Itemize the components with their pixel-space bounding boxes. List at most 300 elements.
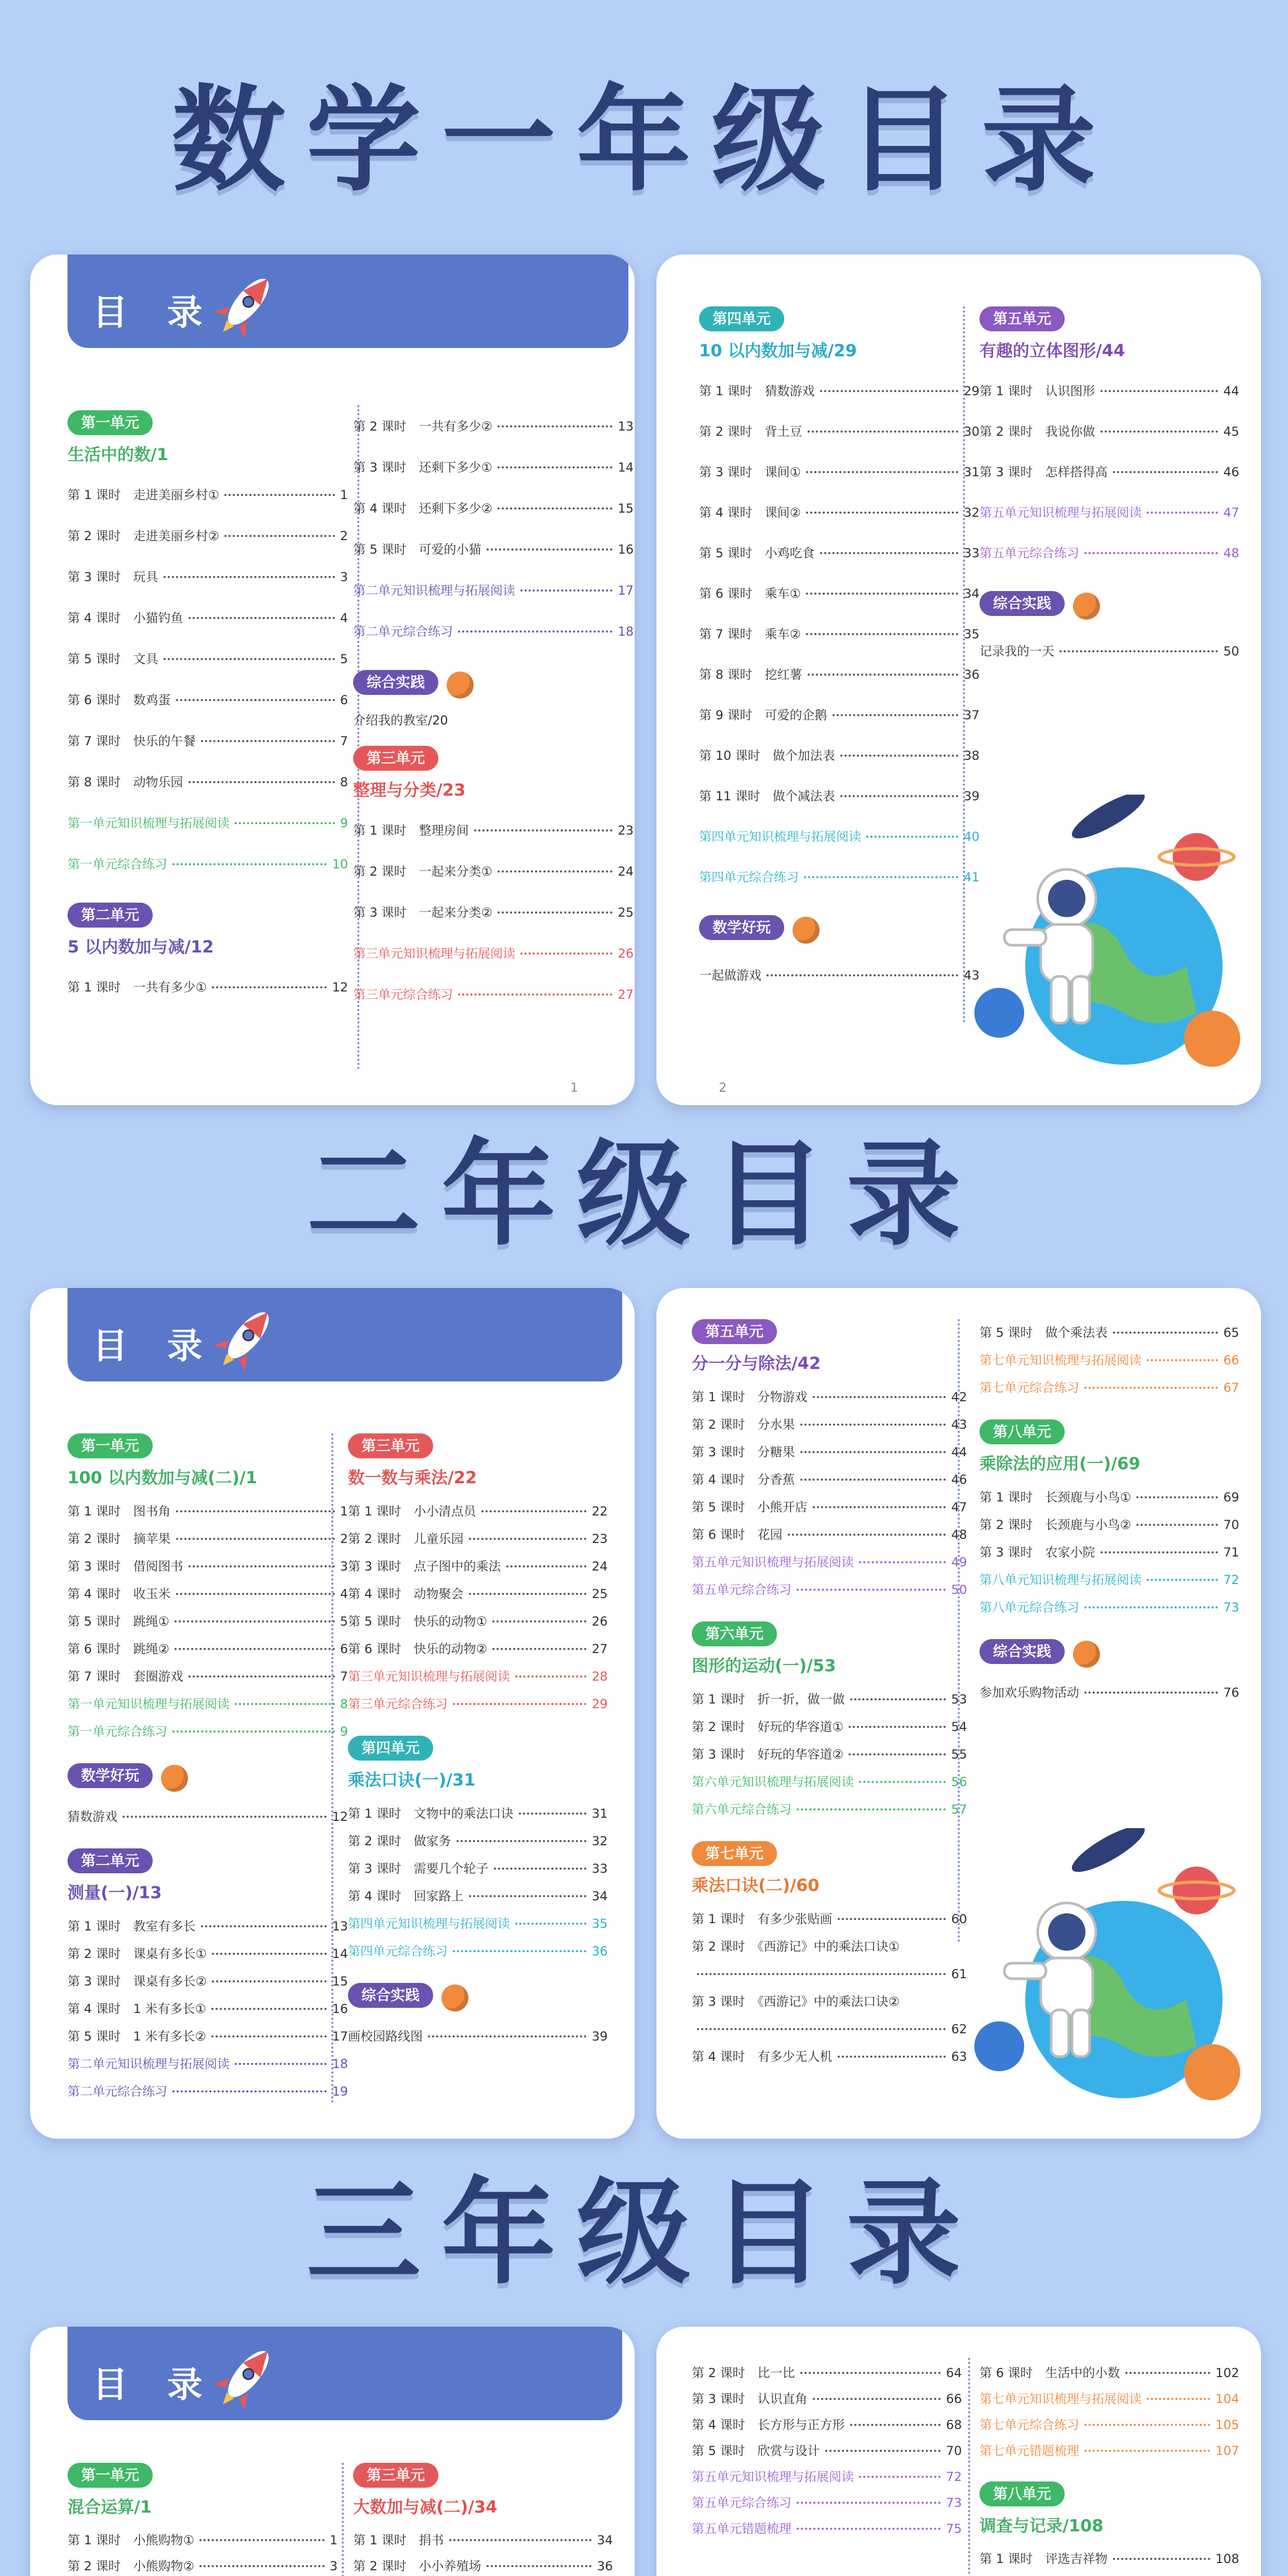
toc-entry[interactable] [692,1521,967,1549]
dot-leader [235,1703,335,1705]
entry-title: 第 1 课时 评选吉祥物 [980,2552,1108,2566]
dot-leader [474,829,613,831]
entry-title: 第 4 课时 长方形与正方形 [692,2418,845,2432]
entry-title: 记录我的一天 [980,643,1054,659]
column-divider [963,306,965,1023]
toc-entry[interactable] [692,1988,967,2016]
toc-entry[interactable] [692,2516,962,2542]
dot-leader [457,1840,587,1842]
toc-entry[interactable] [980,2438,1239,2464]
toc-entry[interactable] [692,1933,967,1961]
entry-page: 13 [618,419,634,434]
dot-leader [492,1620,586,1622]
entry-page: 12 [332,1809,348,1824]
toc-entry[interactable] [353,892,634,933]
toc-entry[interactable] [692,2464,962,2490]
entry-title: 第 4 课时 小猫钓鱼 [68,611,183,625]
toc-entry[interactable] [980,1539,1239,1566]
dot-leader [212,1980,327,1982]
dot-leader [1101,1551,1218,1553]
section-header [68,2463,338,2488]
toc-entry[interactable] [980,2386,1239,2412]
planet-icon [447,672,474,699]
dot-leader [840,795,959,797]
toc-entry[interactable] [692,1576,967,1604]
toc-banner [68,1288,622,1381]
entry-page: 73 [946,2496,962,2510]
entry-page: 56 [951,1775,967,1789]
toc-entry[interactable] [353,810,634,851]
dot-leader [519,1813,587,1815]
dot-leader [176,699,335,701]
entry-page: 8 [340,1697,348,1711]
toc-entry[interactable] [692,1906,967,1933]
grade1-left-col1 [68,410,348,1008]
entry-page: 53 [951,1692,967,1707]
toc-entry[interactable] [699,695,980,735]
dot-leader [1084,2424,1210,2426]
toc-entry[interactable] [348,1580,608,1608]
toc-section [692,1621,967,1823]
dot-leader [808,674,959,676]
toc-entry[interactable] [68,1718,348,1746]
entry-title: 第 5 课时 做个乘法表 [980,1325,1108,1340]
entry-page: 8 [340,775,348,789]
entry-title: 第 1 课时 一共有多少① [68,980,207,995]
section-header [980,591,1239,620]
toc-entry[interactable] [699,654,980,695]
toc-entry[interactable] [699,857,980,897]
dot-leader [806,471,958,473]
toc-section [980,1319,1239,1402]
entry-title: 第 1 课时 走进美丽乡村① [68,488,220,502]
toc-entry[interactable] [353,2553,613,2576]
toc-entry[interactable] [692,2043,967,2071]
entry-page: 44 [951,1445,967,1459]
toc-entry[interactable] [980,2360,1239,2386]
dot-leader [1147,1579,1218,1581]
entry-page: 70 [1223,1518,1239,1532]
toc-entry[interactable] [699,411,980,452]
toc-entry[interactable] [980,492,1239,533]
toc-entry[interactable] [353,2527,613,2553]
grade1-right-col2 [980,306,1239,672]
toc-entry[interactable] [68,1691,348,1718]
dot-leader [797,1589,946,1591]
toc-section [348,1736,608,1965]
entry-title: 第三单元知识梳理与拓展阅读 [353,946,515,961]
toc-entry[interactable] [699,492,980,533]
entry-page: 15 [332,1974,348,1989]
toc-entry[interactable] [68,598,348,639]
toc-entry[interactable] [692,1741,967,1768]
dot-leader [458,630,612,633]
toc-entry[interactable] [699,533,980,573]
toc-entry[interactable] [353,488,634,529]
toc-entry[interactable] [692,1494,967,1521]
toc-entry[interactable] [348,1910,608,1938]
toc-entry[interactable] [353,447,634,488]
column-divider [342,2463,344,2576]
toc-entry[interactable] [699,955,980,996]
toc-entry[interactable] [68,1663,348,1691]
toc-section [68,903,348,1008]
grade1-left-col2 [353,406,634,1015]
toc-entry[interactable] [68,1580,348,1608]
entry-page: 64 [946,2366,962,2380]
toc-entry[interactable] [353,974,634,1015]
astronaut-illustration [968,795,1249,1085]
grade3-right-col2 [980,2360,1239,2572]
section-header [68,1433,348,1458]
dot-leader [813,2398,941,2400]
toc-entry[interactable] [68,2050,348,2078]
toc-entry[interactable] [692,2386,962,2412]
toc-entry[interactable] [692,2360,962,2386]
dot-leader [838,1918,946,1920]
toc-entry[interactable] [348,1635,608,1663]
toc-entry[interactable] [68,844,348,885]
entry-page: 76 [1223,1685,1239,1700]
entry-title: 第五单元综合练习 [692,1582,791,1597]
toc-entry[interactable] [980,1484,1239,1511]
entry-title: 第 1 课时 猜数游戏 [699,384,815,398]
toc-entry[interactable] [692,2490,962,2516]
toc-entry[interactable] [980,371,1239,411]
entry-page: 69 [1223,1490,1239,1505]
toc-entry[interactable] [692,2438,962,2464]
dot-leader [172,863,327,865]
toc-entry[interactable] [348,1828,608,1855]
entry-title: 第 6 课时 生活中的小数 [980,2366,1120,2380]
section-header [353,670,634,699]
toc-entry[interactable] [699,776,980,816]
entry-page: 37 [963,708,980,722]
unit-badge: 综合实践 [980,591,1065,616]
dot-leader [806,633,958,635]
entry-title: 第 5 课时 可爱的小猫 [353,542,481,557]
entry-title: 第三单元知识梳理与拓展阅读 [348,1669,510,1684]
toc-entry[interactable] [692,1796,967,1823]
entry-page: 72 [1223,1573,1239,1587]
section-header [692,1621,967,1646]
entry-title: 第 2 课时 一起来分类① [353,864,493,879]
dot-leader [767,974,958,976]
entry-title: 第 6 课时 花园 [692,1527,783,1542]
entry-title: 第 1 课时 整理房间 [353,823,469,838]
toc-entry[interactable] [692,1961,967,1988]
toc-entry[interactable] [692,2412,962,2438]
column-divider [331,1433,333,2103]
entry-page: 34 [963,586,980,601]
entry-title: 第 1 课时 教室有多长 [68,1918,196,1934]
entry-page: 12 [332,980,348,995]
entry-title: 第 5 课时 小熊开店 [692,1500,808,1514]
toc-entry[interactable] [353,570,634,611]
entry-title: 第 4 课时 动物聚会 [348,1587,464,1601]
entry-title: 第 11 课时 做个减法表 [699,789,835,803]
section-header [348,1736,608,1761]
dot-leader [123,1816,327,1818]
unit-badge: 第一单元 [68,410,153,435]
entry-title: 第 6 课时 乘车① [699,586,801,601]
toc-entry[interactable] [980,1594,1239,1621]
toc-entry[interactable] [348,1608,608,1635]
astronaut-illustration [968,1828,1249,2119]
entry-page: 28 [592,1669,608,1684]
dot-leader [498,911,612,914]
entry-title: 第三单元综合练习 [353,987,453,1002]
entry-page: 26 [592,1614,608,1629]
toc-section [980,2360,1239,2464]
entry-page: 46 [1223,465,1239,479]
dot-leader [820,390,959,392]
toc-entry[interactable] [980,1566,1239,1594]
toc-entry[interactable] [68,475,348,516]
toc-entry[interactable] [699,452,980,492]
toc-entry[interactable] [692,2016,967,2043]
entry-page: 31 [592,1806,608,1821]
toc-entry[interactable] [68,803,348,844]
toc-entry[interactable] [348,1498,608,1525]
dot-leader [176,1538,335,1540]
toc-entry[interactable] [699,573,980,614]
toc-entry[interactable] [68,1525,348,1553]
practice-topic: 介绍我的教室/20 [353,713,448,728]
entry-page: 25 [592,1587,608,1601]
dot-leader [833,714,959,716]
toc-entry[interactable] [68,2527,338,2553]
dot-leader [212,1953,327,1955]
section-header [980,2481,1239,2506]
dot-leader [1147,512,1218,514]
entry-page: 46 [951,1472,967,1487]
entry-page: 7 [340,1669,348,1684]
entry-page: 39 [963,789,980,803]
toc-entry[interactable] [980,1374,1239,1402]
toc-section [353,2463,613,2576]
toc-entry[interactable] [692,1768,967,1796]
entry-title: 第 2 课时 比一比 [692,2366,795,2380]
toc-entry[interactable] [692,1549,967,1576]
entry-title: 第四单元综合练习 [348,1944,448,1958]
toc-entry[interactable] [980,2546,1239,2572]
toc-entry[interactable] [980,533,1239,573]
entry-page: 33 [963,546,980,560]
entry-page: 29 [592,1697,608,1711]
entry-page: 43 [951,1417,967,1432]
entry-page: 62 [951,2022,967,2036]
toc-entry[interactable] [68,1913,348,1940]
unit-title: 数一数与乘法/22 [348,1468,477,1487]
entry-title: 第二单元综合练习 [353,624,453,639]
entry-page: 70 [946,2444,962,2458]
toc-entry[interactable] [692,1686,967,1713]
toc-entry[interactable] [68,1995,348,2023]
entry-title: 第四单元综合练习 [699,870,799,884]
entry-page: 48 [1223,546,1239,560]
dot-leader [1084,552,1218,554]
planet-icon [161,1765,188,1792]
toc-entry[interactable] [353,851,634,892]
toc-entry[interactable] [348,1525,608,1553]
entry-page: 105 [1215,2418,1239,2432]
entry-page: 34 [597,2533,613,2547]
grade1-title: 数学一年级目录 [171,74,1117,207]
toc-entry[interactable] [68,762,348,803]
toc-entry[interactable] [699,614,980,654]
entry-page: 43 [963,968,980,983]
toc-entry[interactable] [68,1940,348,1968]
entry-title: 第 2 课时 儿童乐园 [348,1532,464,1546]
entry-page: 1 [340,1504,348,1519]
entry-title: 第二单元综合练习 [68,2084,167,2099]
toc-entry[interactable] [692,1439,967,1466]
entry-title: 第 2 课时 《西游记》中的乘法口诀① [692,1939,900,1954]
toc-entry[interactable] [348,1663,608,1691]
dot-leader [797,2502,941,2504]
toc-entry[interactable] [692,1466,967,1494]
toc-entry[interactable] [68,1553,348,1580]
entry-title: 第 3 课时 需要几个轮子 [348,1861,489,1876]
toc-entry[interactable] [68,639,348,680]
grade3-left-col2 [353,2463,613,2576]
toc-entry[interactable] [68,2553,338,2576]
unit-badge: 第二单元 [68,1848,153,1873]
dot-leader [1084,1692,1218,1694]
unit-title: 乘法口诀(二)/60 [692,1875,820,1895]
entry-page: 24 [618,864,634,879]
toc-entry[interactable] [68,680,348,721]
dot-leader [850,2424,941,2426]
unit-title: 5 以内数加与减/12 [68,937,214,957]
toc-entry[interactable] [348,1855,608,1883]
entry-page: 102 [1215,2366,1239,2380]
toc-entry[interactable] [980,411,1239,452]
entry-page: 19 [332,2084,348,2099]
dot-leader [1147,2398,1210,2400]
dot-leader [172,1730,335,1733]
entry-title: 第 4 课时 有多少无人机 [692,2049,833,2064]
dot-leader [697,1973,946,1975]
toc-entry[interactable] [692,1713,967,1741]
toc-entry[interactable] [348,2023,608,2050]
toc-entry[interactable] [348,1800,608,1828]
column-divider [968,2358,970,2576]
toc-entry[interactable] [68,2023,348,2050]
unit-title: 10 以内数加与减/29 [699,341,857,360]
planet-icon [1073,593,1100,620]
dot-leader [494,1868,587,1870]
dot-leader [1084,2450,1210,2452]
toc-entry[interactable] [68,557,348,598]
toc-entry[interactable] [68,1803,348,1831]
entry-page: 57 [951,1802,967,1817]
toc-entry[interactable] [348,1691,608,1718]
toc-entry[interactable] [692,1411,967,1439]
entry-page: 66 [1223,1353,1239,1367]
toc-entry[interactable] [980,1511,1239,1539]
dot-leader [1147,1359,1218,1361]
toc-section [699,306,980,897]
entry-title: 第 2 课时 长颈鹿与小鸟② [980,1518,1132,1532]
toc-label: 目 录 [92,2365,216,2406]
toc-entry[interactable] [699,371,980,411]
grade3-right-page [656,2327,1261,2576]
toc-entry[interactable] [699,735,980,776]
toc-entry[interactable] [980,1679,1239,1707]
toc-entry[interactable] [68,721,348,762]
section-header [68,410,348,435]
grade3-title: 三年级目录 [306,2167,982,2300]
toc-entry[interactable] [980,1319,1239,1347]
toc-entry[interactable] [68,1498,348,1525]
dot-leader [797,1808,946,1810]
toc-entry[interactable] [353,406,634,447]
toc-entry[interactable] [980,631,1239,672]
dot-leader [1113,2558,1211,2560]
toc-banner [68,2327,622,2420]
toc-entry[interactable] [348,1883,608,1910]
entry-page: 24 [592,1559,608,1574]
toc-entry[interactable] [692,1384,967,1411]
entry-page: 3 [329,2559,338,2573]
unit-badge: 第二单元 [68,903,153,928]
unit-title: 整理与分类/23 [353,780,466,800]
entry-title: 第 4 课时 收玉米 [68,1587,171,1601]
toc-entry[interactable] [353,933,634,974]
entry-page: 65 [1223,1325,1239,1340]
entry-page: 48 [951,1527,967,1542]
toc-entry[interactable] [348,1938,608,1965]
entry-page: 41 [963,870,980,884]
planet-icon [1073,1641,1100,1668]
entry-page: 30 [963,424,980,439]
toc-section [68,1848,348,2105]
toc-entry[interactable] [348,1553,608,1580]
entry-page: 3 [340,1559,348,1574]
toc-entry[interactable] [68,2078,348,2105]
grade2-left-page [30,1288,635,2139]
toc-section [68,2463,338,2576]
toc-entry[interactable] [68,1608,348,1635]
toc-entry[interactable] [980,2412,1239,2438]
toc-entry[interactable] [68,1968,348,1995]
entry-title: 第一单元知识梳理与拓展阅读 [68,1697,230,1711]
entry-title: 第 5 课时 欣赏与设计 [692,2444,820,2458]
toc-entry[interactable] [980,1347,1239,1374]
dot-leader [176,1593,335,1595]
toc-entry[interactable] [353,529,634,570]
entry-title: 第一单元知识梳理与拓展阅读 [68,816,230,830]
rocket-icon [208,1298,286,1376]
toc-entry[interactable] [699,816,980,857]
toc-entry[interactable] [68,516,348,557]
entry-title: 第 3 课时 课间① [699,465,801,479]
toc-entry[interactable] [353,611,634,652]
dot-leader [850,1698,946,1700]
entry-title: 第 8 课时 挖红薯 [699,667,802,682]
entry-title: 第 5 课时 快乐的动物① [348,1614,488,1629]
section-header [692,1841,967,1866]
dot-leader [487,548,613,551]
dot-leader [806,512,958,514]
toc-entry[interactable] [68,967,348,1008]
toc-entry[interactable] [980,452,1239,492]
entry-title: 第 1 课时 图书角 [68,1504,171,1519]
toc-entry[interactable] [68,1635,348,1663]
entry-title: 第 1 课时 文物中的乘法口诀 [348,1806,514,1821]
